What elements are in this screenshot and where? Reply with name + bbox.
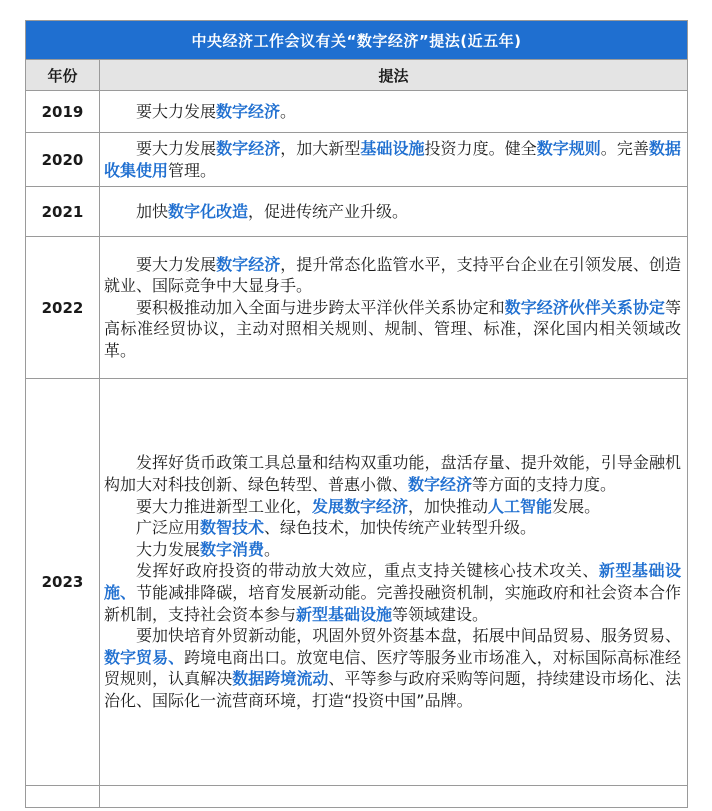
statement-column-header: 提法 [100, 60, 688, 91]
keyword-highlight: 数字经济 [216, 138, 281, 158]
statement-text: 等方面的支持力度。 [472, 475, 617, 495]
statement-paragraph [104, 201, 681, 223]
statement-paragraph [104, 101, 681, 123]
statement-cell [100, 133, 688, 187]
keyword-highlight: 数字规则 [536, 138, 601, 158]
blank-cell [26, 786, 100, 808]
statement-text: 加快 [136, 201, 169, 221]
year-cell: 2019 [26, 91, 100, 133]
year-cell: 2023 [26, 379, 100, 786]
statement-text: ，加快推动 [408, 496, 489, 516]
statement-text: 发挥好货币政策工具总量和结构双重功能，盘活存量、提升效能，引导金融机构加大对科技创新、绿色转型、普惠小微、 [104, 453, 681, 495]
statement-text: ，加大新型 [280, 138, 361, 158]
statement-cell [100, 379, 688, 786]
statement-text: 管理。 [168, 160, 217, 180]
statement-paragraph [104, 138, 681, 181]
statement-text: 。 [280, 101, 297, 121]
statement-text: 跨境电商出口。放宽电信、医疗等服务业市场准入，对标国际高标准经贸规则，认真解决 [104, 647, 681, 689]
keyword-highlight: 数字化改造 [168, 201, 249, 221]
statement-paragraph [104, 452, 681, 495]
table-row [26, 237, 688, 379]
statement-cell [100, 237, 688, 379]
statement-text: 要大力发展 [136, 254, 217, 274]
statement-paragraph [104, 625, 681, 711]
statement-text: 投资力度。健全 [424, 138, 537, 158]
statement-text: ，促进传统产业升级。 [248, 201, 409, 221]
statement-text: 发展。 [552, 496, 601, 516]
statement-text: 大力发展 [136, 539, 201, 559]
statement-text: 要大力发展 [136, 101, 217, 121]
keyword-highlight: 数字经济 [408, 475, 473, 495]
statement-text: 要大力发展 [136, 138, 217, 158]
statement-cell [100, 187, 688, 237]
table-title: 中央经济工作会议有关“数字经济”提法(近五年) [26, 21, 688, 60]
table-row-blank [26, 786, 688, 808]
statement-paragraph [104, 297, 681, 362]
statement-text: 广泛应用 [136, 518, 201, 538]
keyword-highlight: 数据收集使用 [104, 138, 681, 180]
statement-text: 发挥好政府投资的带动放大效应，重点支持关键核心技术攻关、 [136, 561, 599, 581]
statement-text: 要积极推动加入全面与进步跨太平洋伙伴关系协定和 [136, 297, 505, 317]
keyword-highlight: 新型基础设施、 [104, 561, 681, 602]
keyword-highlight: 数字贸易、 [104, 647, 185, 667]
year-cell: 2021 [26, 187, 100, 237]
statement-text: 要大力推进新型工业化， [136, 496, 313, 516]
table-row [26, 187, 688, 237]
keyword-highlight: 数字消费 [200, 539, 265, 559]
statement-text: 、绿色技术，加快传统产业转型升级。 [264, 518, 537, 538]
statement-text: 等领域建设。 [392, 604, 489, 624]
year-cell: 2022 [26, 237, 100, 379]
keyword-highlight: 数字经济伙伴关系协定 [504, 297, 665, 317]
table-row [26, 91, 688, 133]
statement-paragraph [104, 517, 681, 539]
keyword-highlight: 新型基础设施 [296, 604, 393, 624]
blank-cell [100, 786, 688, 808]
statement-text: 要加快培育外贸新动能，巩固外贸外资基本盘，拓展中间品贸易、服务贸易、 [136, 626, 681, 646]
table-row [26, 379, 688, 786]
statement-text: 。 [264, 539, 281, 559]
keyword-highlight: 基础设施 [360, 138, 425, 158]
year-column-header: 年份 [26, 60, 100, 91]
statement-text: ，提升常态化监管水平，支持平台企业在引领发展、创造就业、国际竞争中大显身手。 [104, 254, 681, 296]
statement-paragraph [104, 496, 681, 518]
table-row [26, 133, 688, 187]
keyword-highlight: 数字经济 [216, 254, 281, 274]
keyword-highlight: 数据跨境流动 [232, 669, 329, 689]
keyword-highlight: 数智技术 [200, 518, 265, 538]
year-cell: 2020 [26, 133, 100, 187]
statement-paragraph [104, 254, 681, 297]
statement-text: 节能减排降碳，培育发展新动能。完善投融资机制，实施政府和社会资本合作新机制，支持社会资本参与 [104, 583, 681, 624]
statement-text: 等高标准经贸协议，主动对照相关规则、规制、管理、标准，深化国内相关领域改革。 [104, 297, 681, 360]
keyword-highlight: 数字经济 [216, 101, 281, 121]
statement-text: 。完善 [600, 138, 649, 158]
statement-paragraph [104, 560, 681, 625]
keyword-highlight: 发展数字经济 [312, 496, 409, 516]
statement-cell [100, 91, 688, 133]
policy-table [25, 20, 688, 808]
keyword-highlight: 人工智能 [488, 496, 553, 516]
statement-paragraph [104, 539, 681, 561]
statement-text: 、平等参与政府采购等问题，持续建设市场化、法治化、国际化一流营商环境，打造“投资中国”品牌。 [104, 669, 681, 710]
